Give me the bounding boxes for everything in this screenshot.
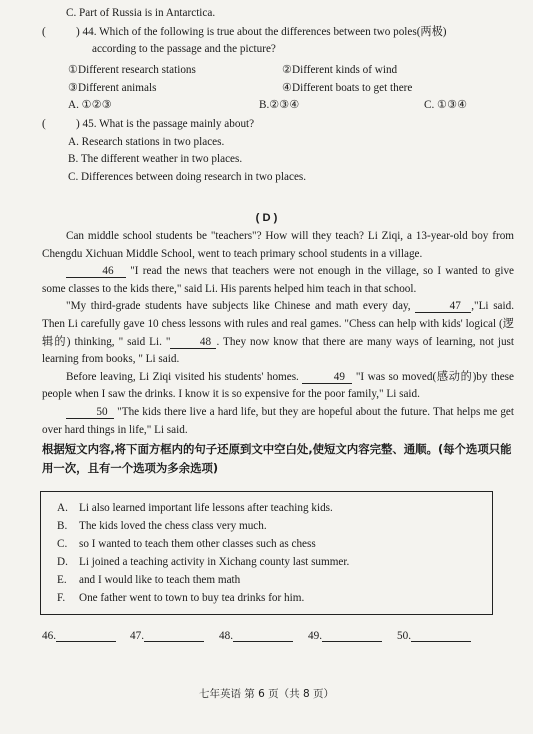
answer-46-label: 46. <box>42 630 56 642</box>
q45-question: ) 45. What is the passage mainly about? <box>76 118 255 130</box>
q45-choice-b: B. The different weather in two places. <box>68 153 243 165</box>
answer-47-line[interactable] <box>144 629 204 642</box>
option-f-text: One father went to town to buy tea drinks for him. <box>79 592 305 604</box>
option-d <box>57 556 349 568</box>
q43-option-c: C. Part of Russia is in Antarctica. <box>66 7 216 19</box>
option-f-key: F. <box>57 592 66 604</box>
paragraph-3-text-b: ,"Li said. Then Li carefully gave 10 chess lessons with rules and real games. "Chess can help with kids' logical (逻辑的) thinking, " said Li. " <box>42 300 515 348</box>
answer-50-label: 50. <box>397 630 411 642</box>
option-c-key: C. <box>57 538 68 550</box>
option-f <box>57 592 304 604</box>
paragraph-5-text: "The kids there live a hard life, but they are hopeful about the future. That helps me get over hard things in life," Li said. <box>42 405 514 436</box>
option-e <box>57 574 240 586</box>
answer-50 <box>397 629 471 642</box>
answer-49-line[interactable] <box>322 629 382 642</box>
option-b-key: B. <box>57 520 68 532</box>
option-e-text: and I would like to teach them math <box>79 574 241 586</box>
paragraph-4-text-a: Before leaving, Li Ziqi visited his students' homes. <box>66 370 303 383</box>
q44-question-cont: according to the passage and the picture? <box>92 43 276 55</box>
option-c-text: so I wanted to teach them other classes such as chess <box>79 538 316 550</box>
option-a-text: Li also learned important life lessons after teaching kids. <box>79 502 333 514</box>
answer-47 <box>130 629 204 642</box>
paragraph-3-text-a: "My third-grade students have subjects like Chinese and math every day, <box>66 300 416 313</box>
answer-46-line[interactable] <box>56 629 116 642</box>
passage-d <box>42 228 514 439</box>
blank-49[interactable]: 49 <box>302 371 352 384</box>
paragraph-2-text: "I read the news that teachers were not enough in the village, so I wanted to give some classes to the kids there," said Li. His parents helped him teach in that school. <box>42 265 515 295</box>
q44-question: ) 44. Which of the following is true about the differences between two poles(两极) <box>76 26 447 38</box>
paragraph-4-text-b: "I was so moved(感动的)by these people when I saw the drinks. I know it is so expensive for the poor family," Li said. <box>42 370 514 401</box>
answer-46 <box>42 629 116 642</box>
q44-paren: ( <box>42 26 46 38</box>
instruction-text: 根据短文内容,将下面方框内的句子还原到文中空白处,使短文内容完整、通顺。(每个选项只能用一次，且有一个选项为多余选项) <box>42 442 512 475</box>
section-heading: ( D ) <box>255 212 278 224</box>
option-a-key: A. <box>57 502 68 514</box>
paragraph-4 <box>42 369 514 404</box>
blank-48[interactable]: 48 <box>170 336 216 349</box>
page-footer: 七年英语 第 6 页（共 8 页） <box>198 688 335 700</box>
blank-46[interactable]: 46 <box>66 265 126 278</box>
answer-49 <box>308 629 382 642</box>
q44-statement-4: ④Different boats to get there <box>282 82 413 94</box>
q45-choice-c: C. Differences between doing research in two places. <box>68 171 307 183</box>
q44-statement-2: ②Different kinds of wind <box>282 64 398 76</box>
options-box <box>40 491 493 615</box>
answer-50-line[interactable] <box>411 629 471 642</box>
q44-statement-1: ①Different research stations <box>68 64 196 76</box>
option-d-text: Li joined a teaching activity in Xichang county last summer. <box>79 556 350 568</box>
answer-49-label: 49. <box>308 630 322 642</box>
q44-choice-a: A. ①②③ <box>68 99 112 111</box>
answer-48-line[interactable] <box>233 629 293 642</box>
q45-choice-a: A. Research stations in two places. <box>68 136 225 148</box>
blank-47[interactable]: 47 <box>415 300 471 313</box>
paragraph-5 <box>42 404 514 439</box>
answer-48-label: 48. <box>219 630 233 642</box>
answer-48 <box>219 629 293 642</box>
answer-47-label: 47. <box>130 630 144 642</box>
q44-choice-b: B.②③④ <box>259 99 300 111</box>
q45-paren: ( <box>42 118 46 130</box>
option-b-text: The kids loved the chess class very much. <box>79 520 267 532</box>
q44-choice-c: C. ①③④ <box>424 99 468 111</box>
paragraph-2 <box>42 263 514 298</box>
paragraph-3-text-c: . They now know that there are many ways of learning, not just learning from books, " Li said. <box>42 335 514 366</box>
blank-50[interactable]: 50 <box>66 406 114 419</box>
q44-statement-3: ③Different animals <box>68 82 157 94</box>
option-c <box>57 538 316 550</box>
paragraph-3 <box>42 298 514 368</box>
option-d-key: D. <box>57 556 68 568</box>
option-b <box>57 520 267 532</box>
paragraph-1: Can middle school students be "teachers"? How will they teach? Li Ziqi, a 13-year-old boy from Chengdu Xichuan Middle School, went to teach primary school students in a village. <box>42 230 514 260</box>
option-a <box>57 502 333 514</box>
option-e-key: E. <box>57 574 67 586</box>
